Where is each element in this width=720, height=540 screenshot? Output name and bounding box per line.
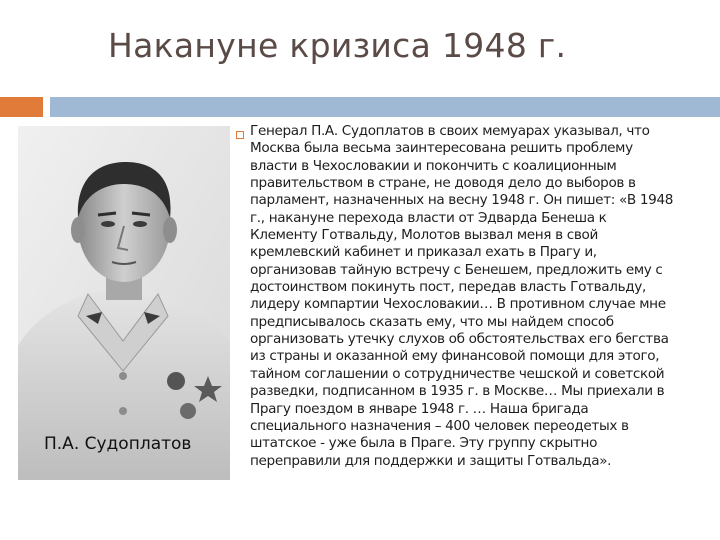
text-line: тайном соглашении о сотрудничестве чешской и советской xyxy=(250,365,665,382)
text-line: штатское - уже была в Праге. Эту группу скрытно xyxy=(250,435,598,452)
text-line: организовав тайную встречу с Бенешем, предложить ему с xyxy=(250,261,663,278)
text-line: Клементу Готвальду, Молотов вызвал меня в свой xyxy=(250,227,598,244)
text-line: лидеру компартии Чехословакии… В противном случае мне xyxy=(250,296,666,313)
body-text xyxy=(250,123,720,470)
portrait-photo xyxy=(18,126,230,480)
text-line: парламент, назначенных на весну 1948 г. Он пишет: «В 1948 xyxy=(250,192,674,209)
text-line: из страны и оказанной ему финансовой помощи для этого, xyxy=(250,348,660,365)
text-line: специального назначения – 400 человек переодетых в xyxy=(250,417,629,434)
bullet-marker xyxy=(236,131,244,139)
photo-caption: П.А. Судоплатов xyxy=(44,434,192,454)
accent-bar xyxy=(0,97,43,117)
text-line: правительством в стране, не доводя дело до выборов в xyxy=(250,175,636,192)
slide-title: Накануне кризиса 1948 г. xyxy=(108,26,567,65)
text-line: предписывалось сказать ему, что мы найдем способ xyxy=(250,313,614,330)
text-line: Генерал П.А. Судоплатов в своих мемуарах указывал, что xyxy=(250,123,650,139)
text-line: переправили для поддержки и защиты Готвальда». xyxy=(250,452,612,469)
text-line: г., накануне перехода власти от Эдварда Бенеша к xyxy=(250,209,607,226)
text-line: организовать утечку слухов об обстоятельствах его бегства xyxy=(250,331,669,348)
text-line: достоинством покинуть пост, передав власть Готвальду, xyxy=(250,279,646,296)
header-bar xyxy=(50,97,720,117)
text-line: разведки, подписанном в 1935 г. в Москве… Мы приехали в xyxy=(250,383,665,400)
text-line: кремлевский кабинет и приказал ехать в Прагу и, xyxy=(250,244,597,261)
text-line: Москва была весьма заинтересована решить проблему xyxy=(250,140,633,157)
text-line: власти в Чехословакии и покончить с коалиционным xyxy=(250,157,617,174)
text-line: Прагу поездом в январе 1948 г. … Наша бригада xyxy=(250,400,589,417)
